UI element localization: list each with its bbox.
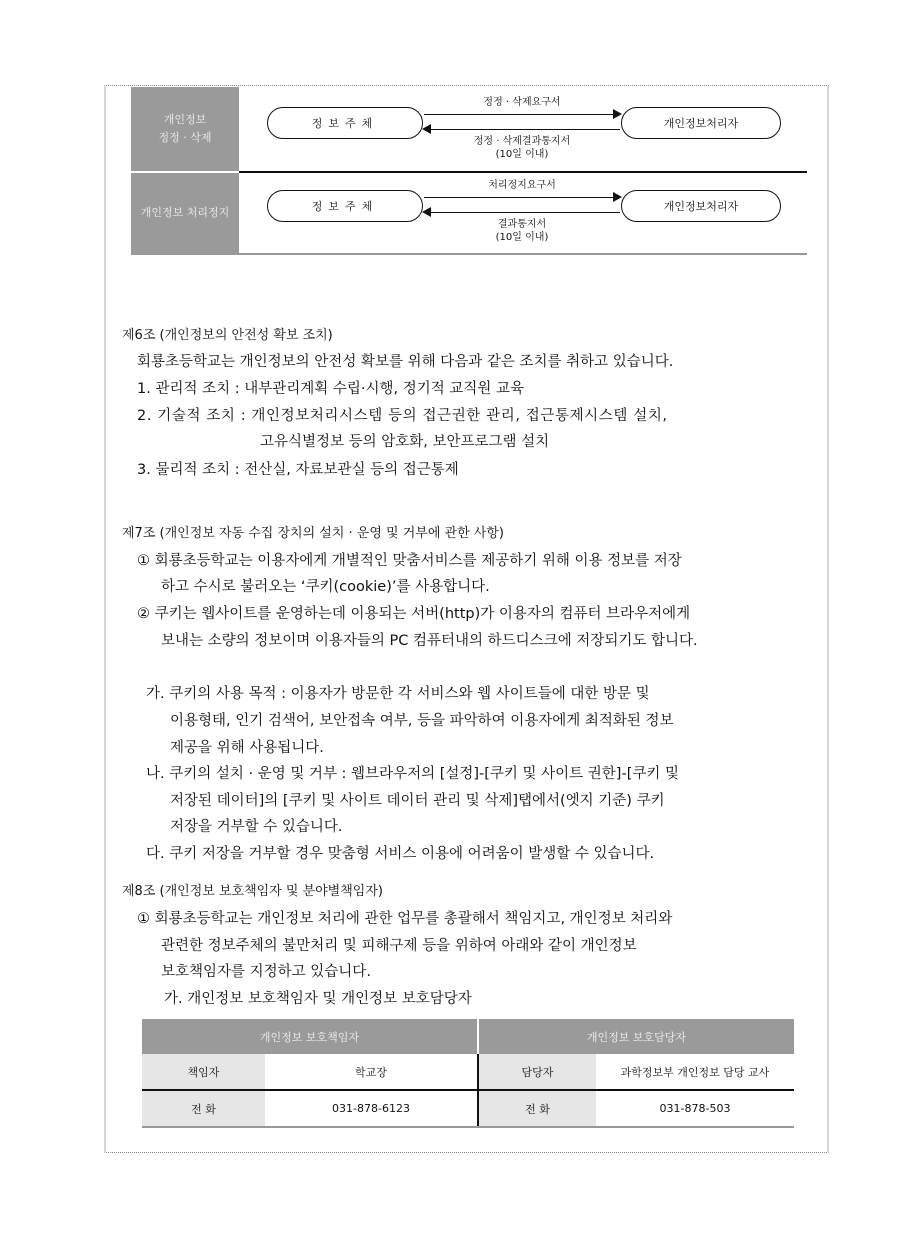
- article8-line: ① 회룡초등학교는 개인정보 처리에 관한 업무를 총괄해서 책임지고, 개인정보 처리와: [137, 911, 673, 927]
- table-cell-value: 과학정보부 개인정보 담당 교사: [596, 1054, 794, 1090]
- diagram-row-correction-deletion: [131, 87, 807, 173]
- article7-line: 나. 쿠키의 설치 · 운영 및 거부 : 웹브라우저의 [설정]-[쿠키 및 사이트 권한]-[쿠키 및: [146, 766, 679, 782]
- table-cell-value: 031-878-503: [596, 1090, 794, 1127]
- table-cell-value: 031-878-6123: [265, 1090, 478, 1127]
- node-data-subject: 정보주체: [267, 190, 423, 222]
- diagram-row-label: [131, 87, 239, 173]
- table-cell-label: 책임자: [142, 1054, 265, 1090]
- table-header: 개인정보 보호담당자: [478, 1019, 794, 1054]
- article6-item-1: 1. 관리적 조치 : 내부관리계획 수립·시행, 정기적 교직원 교육: [137, 381, 524, 397]
- article7-line: 하고 수시로 불러오는 ‘쿠키(cookie)’를 사용합니다.: [161, 579, 490, 595]
- article6-heading: 제6조 (개인정보의 안전성 확보 조치): [122, 328, 333, 343]
- article7-line: 다. 쿠키 저장을 거부할 경우 맞춤형 서비스 이용에 어려움이 발생할 수 있습니다.: [146, 846, 655, 862]
- back-arrow-note: (10일 이내): [495, 232, 549, 243]
- forward-arrow-label: 정정 · 삭제요구서: [483, 97, 561, 108]
- article7-line: 이용형태, 인기 검색어, 보안접속 여부, 등을 파악하여 이용자에게 최적화된 정보: [170, 713, 674, 729]
- article6-item-2-cont: 고유식별정보 등의 암호화, 보안프로그램 설치: [260, 434, 550, 450]
- article8-subheading: 가. 개인정보 보호책임자 및 개인정보 보호담당자: [164, 991, 472, 1007]
- article7-line: 제공을 위해 사용됩니다.: [170, 740, 324, 756]
- article6-item-2: 2. 기술적 조치 : 개인정보처리시스템 등의 접근권한 관리, 접근통제시스템 설치,: [137, 408, 668, 424]
- article7-line: ② 쿠키는 웹사이트를 운영하는데 이용되는 서버(http)가 이용자의 컴퓨터 브라우저에게: [137, 606, 691, 622]
- privacy-officer-table: [142, 1019, 794, 1128]
- label-line: 개인정보 처리정지: [140, 206, 230, 219]
- node-data-subject: 정보주체: [267, 107, 423, 139]
- label-line: 개인정보: [163, 113, 207, 126]
- diagram-row-processing-suspension: [131, 173, 807, 255]
- label-line: 정정 · 삭제: [158, 131, 212, 144]
- node-processor: 개인정보처리자: [621, 190, 781, 222]
- article7-heading: 제7조 (개인정보 자동 수집 장치의 설치 · 운영 및 거부에 관한 사항): [122, 526, 504, 541]
- table-row: [142, 1090, 794, 1127]
- arrow-left-icon: [430, 212, 620, 213]
- table-cell-label: 전 화: [142, 1090, 265, 1127]
- table-cell-label: 담당자: [478, 1054, 596, 1090]
- article7-line: 저장을 거부할 수 있습니다.: [170, 819, 343, 835]
- article7-line: 저장된 데이터]의 [쿠키 및 사이트 데이터 관리 및 삭제]탭에서(엣지 기준) 쿠키: [170, 793, 665, 809]
- back-arrow-note: (10일 이내): [495, 149, 549, 160]
- process-diagram: [131, 87, 807, 253]
- article8-heading: 제8조 (개인정보 보호책임자 및 분야별책임자): [122, 884, 383, 899]
- article7-line: ① 회룡초등학교는 이용자에게 개별적인 맞춤서비스를 제공하기 위해 이용 정보를 저장: [137, 553, 682, 569]
- arrow-right-icon: [424, 114, 614, 115]
- back-arrow-label: 결과통지서: [497, 219, 547, 230]
- back-arrow-label: 정정 · 삭제결과통지서: [473, 136, 571, 147]
- article8-line: 보호책임자를 지정하고 있습니다.: [161, 964, 371, 980]
- table-cell-value: 학교장: [265, 1054, 478, 1090]
- arrow-left-icon: [430, 129, 620, 130]
- table-row: [142, 1054, 794, 1090]
- node-processor: 개인정보처리자: [621, 107, 781, 139]
- article6-item-3: 3. 물리적 조치 : 전산실, 자료보관실 등의 접근통제: [137, 462, 459, 478]
- article7-line: 보내는 소량의 정보이며 이용자들의 PC 컴퓨터내의 하드디스크에 저장되기도 합니다.: [161, 633, 698, 649]
- article8-line: 관련한 정보주체의 불만처리 및 피해구제 등을 위하여 아래와 같이 개인정보: [161, 938, 637, 954]
- arrow-right-icon: [424, 197, 614, 198]
- table-header: 개인정보 보호책임자: [142, 1019, 478, 1054]
- article6-intro: 회룡초등학교는 개인정보의 안전성 확보를 위해 다음과 같은 조치를 취하고 있습니다.: [137, 354, 674, 370]
- article7-line: 가. 쿠키의 사용 목적 : 이용자가 방문한 각 서비스와 웹 사이트들에 대한 방문 및: [146, 686, 650, 702]
- table-cell-label: 전 화: [478, 1090, 596, 1127]
- diagram-row-label: [131, 173, 239, 253]
- forward-arrow-label: 처리정지요구서: [488, 180, 556, 191]
